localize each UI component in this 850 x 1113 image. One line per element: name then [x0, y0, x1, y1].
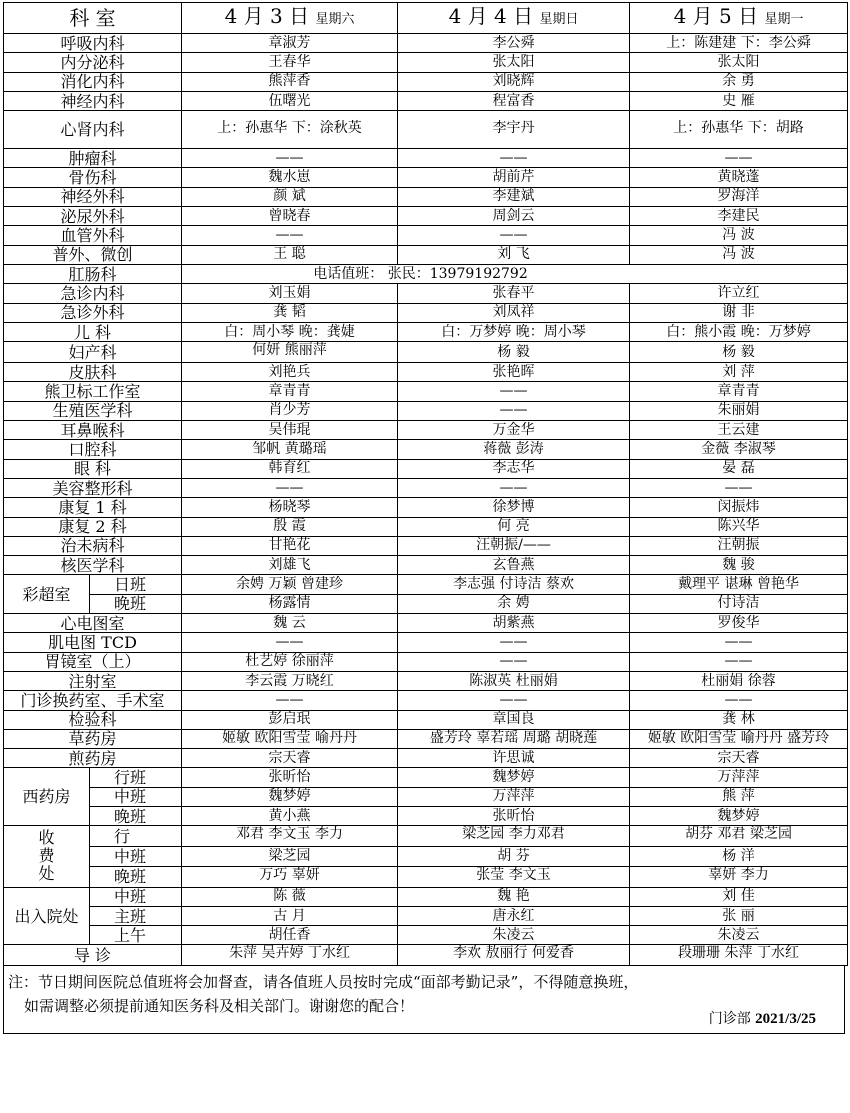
duty-cell: 章国良: [398, 710, 630, 729]
duty-cell: 陈兴华: [630, 517, 848, 536]
table-row: [4, 34, 848, 53]
dept-name: 神经内科: [4, 91, 182, 110]
table-row: [4, 53, 848, 72]
duty-cell: 唐永红: [398, 906, 630, 925]
duty-cell: 龚 韬: [182, 303, 398, 322]
duty-cell: 朱萍 吴卉婷 丁水红: [182, 945, 398, 966]
duty-cell: 刘 飞: [398, 245, 630, 264]
duty-cell: 刘艳兵: [182, 363, 398, 382]
dept-char: 费: [38, 846, 55, 866]
duty-cell: 程富香: [398, 91, 630, 110]
duty-cell: ——: [182, 478, 398, 497]
duty-cell: 黄晓蓬: [630, 168, 848, 187]
dept-name: 门诊换药室、手术室: [4, 691, 182, 710]
table-row: [4, 594, 848, 613]
dept-name: 生殖医学科: [4, 401, 182, 420]
duty-cell: 曾晓春: [182, 207, 398, 226]
duty-cell: 张昕怡: [398, 806, 630, 825]
duty-cell: 杨 毅: [630, 342, 848, 363]
table-row: [4, 459, 848, 478]
dept-name: 草药房: [4, 729, 182, 748]
dept-name: [4, 826, 90, 887]
duty-cell: ——: [398, 226, 630, 245]
duty-cell: 肖少芳: [182, 401, 398, 420]
table-row: [4, 866, 848, 887]
table-row: [4, 749, 848, 768]
table-row: [4, 887, 848, 906]
table-row: [4, 575, 848, 594]
dept-name: 治未病科: [4, 536, 182, 555]
duty-cell: 张昕怡: [182, 768, 398, 787]
day-date: 4 月 5 日: [673, 4, 759, 28]
duty-cell: 梁芝园 李力邓君: [398, 826, 630, 847]
dept-name: 普外、微创: [4, 245, 182, 264]
duty-cell: 李志华: [398, 459, 630, 478]
day-date: 4 月 3 日: [224, 4, 310, 28]
table-row: [4, 556, 848, 575]
duty-cell: 梁芝园: [182, 847, 398, 866]
duty-cell: 戴理平 谌琳 曾艳华: [630, 575, 848, 594]
dept-name: 胃镜室（上）: [4, 652, 182, 671]
table-row: [4, 149, 848, 168]
duty-cell: 罗俊华: [630, 614, 848, 633]
duty-cell: 胡任香: [182, 926, 398, 945]
dept-name: 肛肠科: [4, 264, 182, 283]
dept-name: 核医学科: [4, 556, 182, 575]
table-row: [4, 768, 848, 787]
table-row: [4, 926, 848, 945]
duty-cell: 杨 毅: [398, 342, 630, 363]
duty-cell: 刘凤祥: [398, 303, 630, 322]
duty-cell: 朱凌云: [398, 926, 630, 945]
day-weekday: 星期六: [315, 12, 355, 27]
table-row: [4, 401, 848, 420]
duty-cell: 李公舜: [398, 34, 630, 53]
duty-cell: 辜妍 李力: [630, 866, 848, 887]
duty-cell: 章青青: [182, 382, 398, 401]
duty-cell: 韩育红: [182, 459, 398, 478]
dept-name: 皮肤科: [4, 363, 182, 382]
shift-name: 中班: [90, 787, 182, 806]
duty-cell: 陈淑英 杜丽娟: [398, 671, 630, 690]
duty-cell: 盛芳玲 辜若瑶 周璐 胡晓莲: [398, 729, 630, 748]
duty-cell: 张莹 李文玉: [398, 866, 630, 887]
duty-cell: 周剑云: [398, 207, 630, 226]
dept-name: 眼 科: [4, 459, 182, 478]
duty-cell: ——: [398, 401, 630, 420]
day-header-1: [182, 3, 398, 34]
duty-cell: 余 娉: [398, 594, 630, 613]
duty-cell: ——: [630, 691, 848, 710]
dept-char: 收: [38, 828, 55, 848]
duty-cell: 罗海洋: [630, 187, 848, 206]
duty-cell: ——: [182, 149, 398, 168]
sign-date: 2021/3/25: [755, 1011, 816, 1028]
table-row: [4, 187, 848, 206]
duty-cell: 李欢 敖丽行 何爱香: [398, 945, 630, 966]
table-row: [4, 671, 848, 690]
duty-cell: 邓君 李文玉 李力: [182, 826, 398, 847]
duty-cell: 伍曙光: [182, 91, 398, 110]
duty-cell: 魏梦婷: [182, 787, 398, 806]
table-row: [4, 906, 848, 925]
duty-cell: 李建民: [630, 207, 848, 226]
duty-cell: 魏 骏: [630, 556, 848, 575]
day-weekday: 星期一: [764, 12, 804, 27]
duty-cell: 熊 萍: [630, 787, 848, 806]
table-row: [4, 536, 848, 555]
duty-cell: 朱凌云: [630, 926, 848, 945]
schedule-sheet: [3, 2, 847, 1034]
dept-name: 内分泌科: [4, 53, 182, 72]
duty-cell: 上：陈建建 下：李公舜: [630, 34, 848, 53]
table-row: [4, 264, 848, 283]
shift-name: 行班: [90, 768, 182, 787]
duty-cell: ——: [182, 226, 398, 245]
duty-cell: 胡 芬: [398, 847, 630, 866]
duty-cell: 甘艳花: [182, 536, 398, 555]
dept-name: 泌尿外科: [4, 207, 182, 226]
duty-cell: 胡芬 邓君 梁芝园: [630, 826, 848, 847]
duty-cell: 刘 萍: [630, 363, 848, 382]
dept-name: 心肾内科: [4, 111, 182, 149]
duty-cell: ——: [398, 382, 630, 401]
note-line-2: 如需调整必须提前通知医务科及相关部门。谢谢您的配合！: [24, 997, 415, 1016]
duty-cell: 玄鲁燕: [398, 556, 630, 575]
table-row: [4, 382, 848, 401]
table-row: [4, 787, 848, 806]
duty-cell: 姬敏 欧阳雪莹 喻丹丹 盛芳玲: [630, 729, 848, 748]
duty-cell: ——: [398, 478, 630, 497]
dept-name: 耳鼻喉科: [4, 421, 182, 440]
duty-cell: 李建斌: [398, 187, 630, 206]
duty-cell: 冯 波: [630, 245, 848, 264]
duty-cell: 汪朝振/——: [398, 536, 630, 555]
duty-cell: 张春平: [398, 284, 630, 303]
day-date: 4 月 4 日: [448, 4, 534, 28]
dept-name: 西药房: [4, 768, 90, 826]
table-row: [4, 284, 848, 303]
duty-cell: 王云建: [630, 421, 848, 440]
table-row: [4, 72, 848, 91]
duty-cell: 陈 薇: [182, 887, 398, 906]
duty-cell: 冯 波: [630, 226, 848, 245]
duty-cell: 白：万梦婷 晚：周小琴: [398, 322, 630, 341]
table-row: [4, 614, 848, 633]
duty-cell: 闵振炜: [630, 498, 848, 517]
duty-cell: ——: [630, 149, 848, 168]
duty-cell: 何妍 熊丽萍: [182, 342, 398, 363]
shift-name: 中班: [90, 887, 182, 906]
duty-cell: ——: [182, 691, 398, 710]
duty-cell: ——: [182, 633, 398, 652]
shift-name: 日班: [90, 575, 182, 594]
day-header-3: [630, 3, 848, 34]
duty-cell: 魏 云: [182, 614, 398, 633]
table-row: [4, 652, 848, 671]
duty-cell: 白：熊小霞 晚：万梦婷: [630, 322, 848, 341]
duty-cell: 万金华: [398, 421, 630, 440]
duty-cell: 杨露情: [182, 594, 398, 613]
table-row: [4, 729, 848, 748]
signature: [709, 1007, 816, 1031]
duty-cell: 魏 艳: [398, 887, 630, 906]
table-row: [4, 498, 848, 517]
dept-name: 注射室: [4, 671, 182, 690]
duty-cell: 黄小燕: [182, 806, 398, 825]
duty-cell: 魏水崽: [182, 168, 398, 187]
dept-name: 彩超室: [4, 575, 90, 614]
table-row: [4, 440, 848, 459]
duty-cell: 徐梦博: [398, 498, 630, 517]
duty-cell: 史 雁: [630, 91, 848, 110]
duty-cell: 章淑芳: [182, 34, 398, 53]
table-row: [4, 303, 848, 322]
duty-cell: 古 月: [182, 906, 398, 925]
footer-note: [3, 966, 845, 1034]
duty-cell: ——: [398, 633, 630, 652]
duty-cell: 万萍萍: [398, 787, 630, 806]
duty-cell: 张太阳: [398, 53, 630, 72]
duty-cell: 张太阳: [630, 53, 848, 72]
dept-char: 处: [38, 864, 55, 884]
duty-cell: ——: [398, 652, 630, 671]
duty-cell: 魏梦婷: [630, 806, 848, 825]
duty-cell: 邹帆 黄璐瑶: [182, 440, 398, 459]
shift-name: 晚班: [90, 866, 182, 887]
duty-cell: ——: [398, 691, 630, 710]
duty-cell: 杨晓琴: [182, 498, 398, 517]
dept-name: 美容整形科: [4, 478, 182, 497]
duty-cell: 余 勇: [630, 72, 848, 91]
duty-cell: 晏 磊: [630, 459, 848, 478]
duty-cell: 姬敏 欧阳雪莹 喻丹丹: [182, 729, 398, 748]
table-row: [4, 168, 848, 187]
table-row: [4, 710, 848, 729]
duty-cell: 何 亮: [398, 517, 630, 536]
shift-name: 中班: [90, 847, 182, 866]
duty-cell: 许思诚: [398, 749, 630, 768]
dept-name: 妇产科: [4, 342, 182, 363]
dept-name: 出入院处: [4, 887, 90, 945]
merged-duty-cell: 电话值班： 张民：13979192792: [182, 264, 848, 283]
duty-cell: 胡前芹: [398, 168, 630, 187]
duty-cell: 张艳晖: [398, 363, 630, 382]
duty-cell: ——: [398, 149, 630, 168]
table-row: [4, 478, 848, 497]
dept-name: 肿瘤科: [4, 149, 182, 168]
table-row: [4, 207, 848, 226]
duty-cell: 万萍萍: [630, 768, 848, 787]
duty-cell: 魏梦婷: [398, 768, 630, 787]
duty-cell: 彭启珉: [182, 710, 398, 729]
table-row: [4, 806, 848, 825]
shift-name: 上午: [90, 926, 182, 945]
day-header-2: [398, 3, 630, 34]
dept-name: 血管外科: [4, 226, 182, 245]
dept-name: 煎药房: [4, 749, 182, 768]
duty-cell: 杜艺婷 徐丽萍: [182, 652, 398, 671]
duty-cell: 刘玉娟: [182, 284, 398, 303]
day-weekday: 星期日: [539, 12, 579, 27]
duty-cell: 上：孙惠华 下：胡路: [630, 111, 848, 149]
duty-cell: 段珊珊 朱萍 丁水红: [630, 945, 848, 966]
dept-name: 儿 科: [4, 322, 182, 341]
duty-cell: 李宇丹: [398, 111, 630, 149]
duty-cell: 王 聪: [182, 245, 398, 264]
sign-label: 门诊部: [708, 1011, 751, 1028]
dept-name: 急诊内科: [4, 284, 182, 303]
duty-cell: 吴伟琨: [182, 421, 398, 440]
table-row: [4, 633, 848, 652]
table-row: [4, 517, 848, 536]
dept-name: 急诊外科: [4, 303, 182, 322]
duty-cell: 杨 洋: [630, 847, 848, 866]
table-row: [4, 111, 848, 149]
duty-cell: 章青青: [630, 382, 848, 401]
table-row: [4, 945, 848, 966]
dept-name: 口腔科: [4, 440, 182, 459]
dept-name: 康复 2 科: [4, 517, 182, 536]
table-row: [4, 322, 848, 341]
table-row: [4, 847, 848, 866]
duty-cell: 蒋薇 彭涛: [398, 440, 630, 459]
table-row: [4, 691, 848, 710]
duty-cell: 刘晓辉: [398, 72, 630, 91]
duty-cell: 熊萍香: [182, 72, 398, 91]
note-line-1: 注：节日期间医院总值班将会加督查，请各值班人员按时完成“面部考勤记录”，不得随意换班，: [8, 973, 639, 992]
dept-name: 熊卫标工作室: [4, 382, 182, 401]
duty-cell: 付诗洁: [630, 594, 848, 613]
duty-cell: ——: [630, 633, 848, 652]
duty-cell: 许立红: [630, 284, 848, 303]
duty-cell: ——: [630, 652, 848, 671]
dept-name: 神经外科: [4, 187, 182, 206]
dept-name: 呼吸内科: [4, 34, 182, 53]
table-row: [4, 245, 848, 264]
duty-cell: 杜丽娟 徐蓉: [630, 671, 848, 690]
duty-cell: 殷 霞: [182, 517, 398, 536]
dept-name: 肌电图 TCD: [4, 633, 182, 652]
shift-name: 主班: [90, 906, 182, 925]
header-row: [4, 3, 848, 34]
duty-cell: 万巧 辜妍: [182, 866, 398, 887]
duty-cell: 王春华: [182, 53, 398, 72]
dept-name: 消化内科: [4, 72, 182, 91]
table-row: [4, 226, 848, 245]
table-row: [4, 342, 848, 363]
duty-cell: 刘雄飞: [182, 556, 398, 575]
dept-name: 检验科: [4, 710, 182, 729]
table-row: [4, 91, 848, 110]
dept-name: 康复 1 科: [4, 498, 182, 517]
duty-cell: 李志强 付诗洁 蔡欢: [398, 575, 630, 594]
duty-cell: 白：周小琴 晚：龚婕: [182, 322, 398, 341]
table-row: [4, 826, 848, 847]
duty-cell: 朱丽娟: [630, 401, 848, 420]
duty-cell: 上：孙惠华 下：涂秋英: [182, 111, 398, 149]
duty-cell: 谢 非: [630, 303, 848, 322]
duty-cell: 颜 斌: [182, 187, 398, 206]
dept-name: 心电图室: [4, 614, 182, 633]
duty-cell: 李云霞 万晓红: [182, 671, 398, 690]
duty-cell: 张 丽: [630, 906, 848, 925]
shift-name: 晚班: [90, 806, 182, 825]
dept-name: 骨伤科: [4, 168, 182, 187]
table-row: [4, 363, 848, 382]
duty-cell: ——: [630, 478, 848, 497]
table-row: [4, 421, 848, 440]
duty-cell: 汪朝振: [630, 536, 848, 555]
shift-name: 行: [90, 826, 182, 847]
duty-cell: 刘 佳: [630, 887, 848, 906]
dept-header: 科 室: [4, 3, 182, 34]
shift-name: 晚班: [90, 594, 182, 613]
dept-name: 导 诊: [4, 945, 182, 966]
duty-cell: 宗天睿: [182, 749, 398, 768]
duty-cell: 金薇 李淑琴: [630, 440, 848, 459]
duty-cell: 龚 林: [630, 710, 848, 729]
duty-roster-table: [3, 2, 848, 966]
duty-cell: 余娉 万颖 曾建珍: [182, 575, 398, 594]
duty-cell: 宗天睿: [630, 749, 848, 768]
duty-cell: 胡紫燕: [398, 614, 630, 633]
